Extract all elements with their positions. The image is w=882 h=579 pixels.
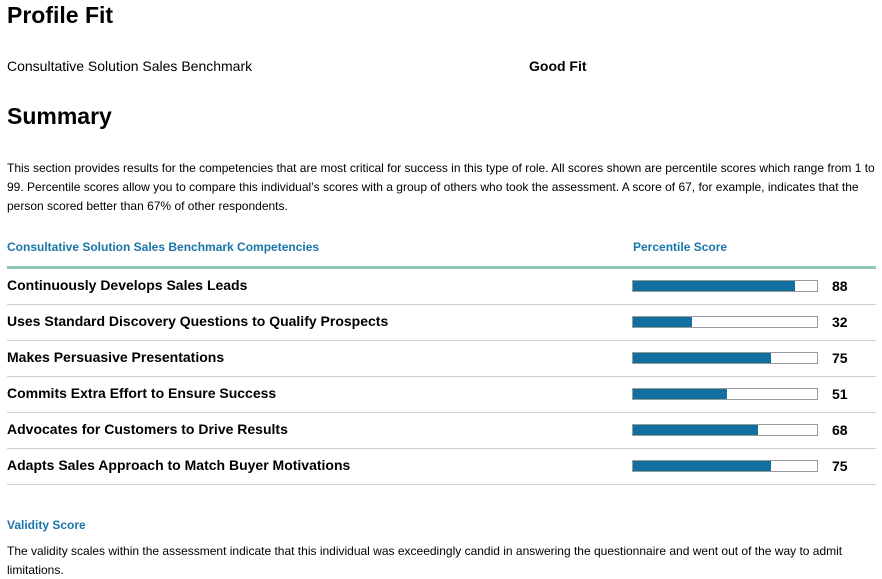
table-row bbox=[7, 341, 876, 377]
percentile-bar bbox=[632, 460, 818, 472]
percentile-score-value: 75 bbox=[832, 458, 848, 474]
percentile-bar bbox=[632, 388, 818, 400]
percentile-bar bbox=[632, 280, 818, 292]
column-header-percentile-score: Percentile Score bbox=[633, 240, 728, 254]
percentile-bar-fill bbox=[633, 353, 771, 363]
competency-label: Commits Extra Effort to Ensure Success bbox=[7, 385, 277, 401]
percentile-score-value: 75 bbox=[832, 350, 848, 366]
percentile-bar bbox=[632, 352, 818, 364]
competency-table bbox=[7, 269, 876, 485]
table-row bbox=[7, 269, 876, 305]
table-row bbox=[7, 449, 876, 485]
percentile-score-value: 51 bbox=[832, 386, 848, 402]
percentile-score-value: 32 bbox=[832, 314, 848, 330]
validity-score-heading: Validity Score bbox=[7, 518, 86, 532]
summary-heading: Summary bbox=[7, 103, 112, 129]
profile-fit-heading: Profile Fit bbox=[7, 2, 114, 28]
validity-description: The validity scales within the assessment indicate that this individual was exceedingly candid in answering the questionnaire and went out of the way to admit limitations. bbox=[7, 544, 843, 577]
fit-result: Good Fit bbox=[529, 58, 587, 74]
column-header-competencies: Consultative Solution Sales Benchmark Competencies bbox=[7, 240, 320, 254]
percentile-bar bbox=[632, 316, 818, 328]
competency-label: Advocates for Customers to Drive Results bbox=[7, 421, 288, 437]
table-row bbox=[7, 377, 876, 413]
percentile-bar-fill bbox=[633, 389, 727, 399]
percentile-bar-fill bbox=[633, 461, 771, 471]
competency-label: Makes Persuasive Presentations bbox=[7, 349, 225, 365]
percentile-bar-fill bbox=[633, 281, 795, 291]
table-row bbox=[7, 413, 876, 449]
summary-description: This section provides results for the competencies that are most critical for success in this type of role. All scores shown are percentile scores which range from 1 to 99. Percentile scores allow you to compare this individual’s scores with a group of others who took the assessment. A score of 67, for example, indicates that the person scored better than 67% of other respondents. bbox=[7, 161, 875, 213]
percentile-bar-fill bbox=[633, 425, 758, 435]
competency-label: Continuously Develops Sales Leads bbox=[7, 277, 248, 293]
percentile-score-value: 68 bbox=[832, 422, 848, 438]
percentile-bar bbox=[632, 424, 818, 436]
percentile-score-value: 88 bbox=[832, 278, 848, 294]
competency-table-header bbox=[7, 239, 876, 267]
percentile-bar-fill bbox=[633, 317, 692, 327]
table-row bbox=[7, 305, 876, 341]
competency-label: Adapts Sales Approach to Match Buyer Motivations bbox=[7, 457, 351, 473]
competency-label: Uses Standard Discovery Questions to Qualify Prospects bbox=[7, 313, 389, 329]
benchmark-name: Consultative Solution Sales Benchmark bbox=[7, 58, 253, 74]
